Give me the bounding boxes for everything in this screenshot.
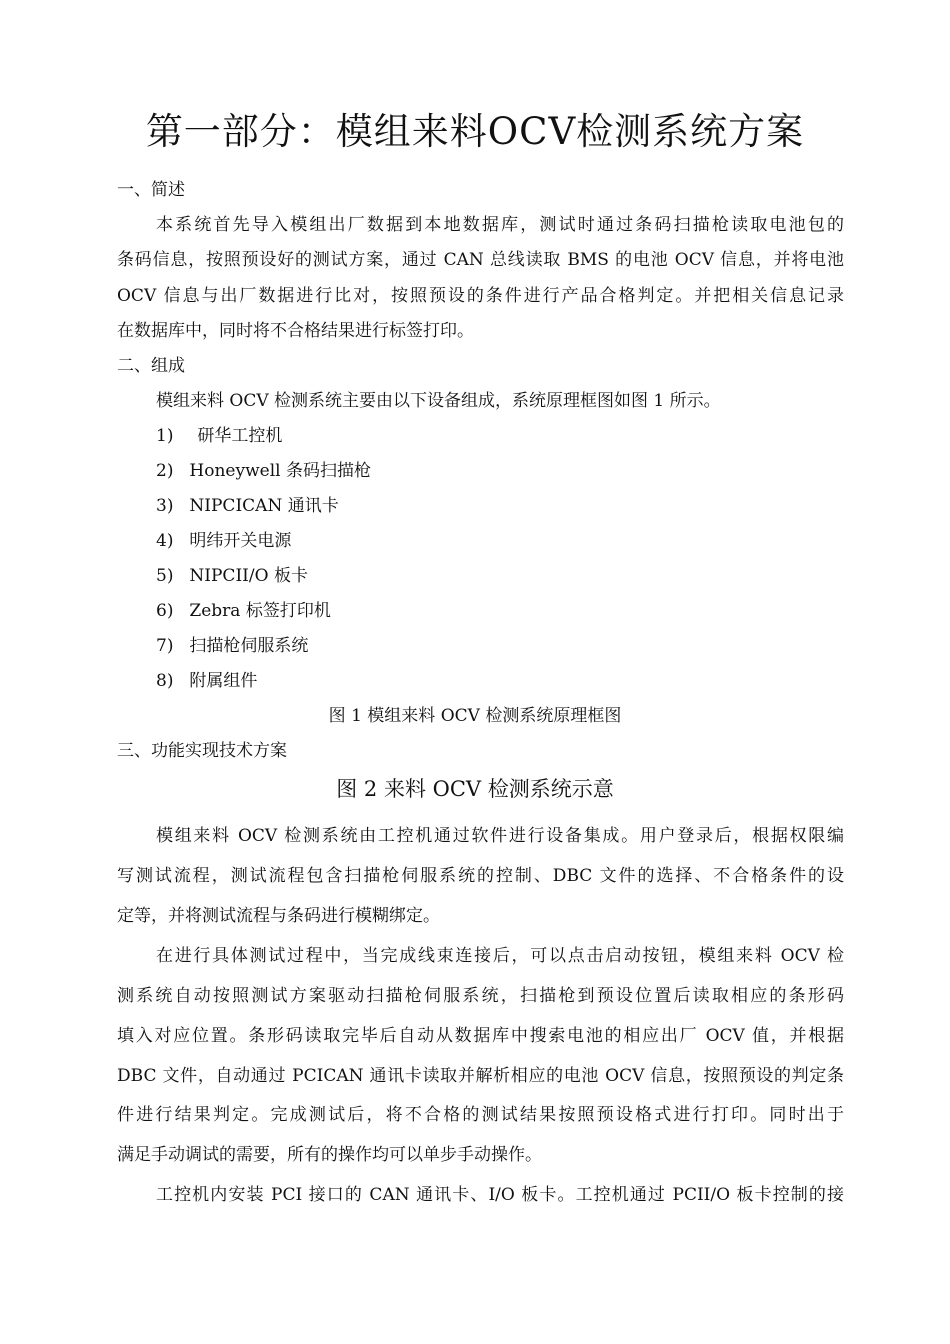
section-heading-composition: 二、组成 — [117, 356, 185, 376]
composition-intro: 模组来料 OCV 检测系统主要由以下设备组成，系统原理框图如图 1 所示。 — [156, 391, 721, 411]
list-item — [156, 494, 339, 518]
list-item-text: NIPCII/O 板卡 — [189, 566, 308, 586]
plan-para1-line-2: 写测试流程，测试流程包含扫描枪伺服系统的控制、DBC 文件的选择、不合格条件的设 — [117, 866, 844, 886]
plan-para2-line-3: 填入对应位置。条形码读取完毕后自动从数据库中搜索电池的相应出厂 OCV 值，并根据 — [117, 1026, 844, 1046]
list-item-text: Honeywell 条码扫描枪 — [189, 461, 371, 481]
list-item-number: 8) — [156, 671, 174, 691]
list-item — [156, 634, 308, 658]
list-item — [156, 564, 308, 588]
list-item-text: Zebra 标签打印机 — [189, 601, 331, 621]
section-heading-overview: 一、简述 — [117, 180, 185, 200]
list-item-number: 2) — [156, 461, 174, 481]
list-item-number: 1) — [156, 426, 174, 446]
list-item — [156, 529, 291, 553]
list-item-number: 7) — [156, 636, 174, 656]
plan-para3-line-1: 工控机内安装 PCI 接口的 CAN 通讯卡、I/O 板卡。工控机通过 PCII/O 板卡控制的接 — [156, 1185, 844, 1205]
list-item — [156, 599, 331, 623]
figure-1-caption: 图 1 模组来料 OCV 检测系统原理框图 — [328, 706, 622, 726]
overview-line-3: OCV 信息与出厂数据进行比对，按照预设的条件进行产品合格判定。并把相关信息记录 — [117, 286, 844, 306]
list-item-text: 研华工控机 — [197, 426, 283, 446]
plan-para2-line-4: DBC 文件，自动通过 PCICAN 通讯卡读取并解析相应的电池 OCV 信息，按照预设的判定条 — [117, 1066, 844, 1086]
list-item-number: 4) — [156, 531, 174, 551]
overview-line-1: 本系统首先导入模组出厂数据到本地数据库，测试时通过条码扫描枪读取电池包的 — [156, 215, 844, 235]
list-item — [156, 424, 282, 448]
plan-para2-line-6: 满足手动调试的需要，所有的操作均可以单步手动操作。 — [117, 1145, 542, 1165]
plan-para2-line-1: 在进行具体测试过程中，当完成线束连接后，可以点击启动按钮，模组来料 OCV 检 — [156, 946, 844, 966]
list-item-number: 6) — [156, 601, 174, 621]
plan-para2-line-5: 件进行结果判定。完成测试后，将不合格的测试结果按照预设格式进行打印。同时出于 — [117, 1105, 844, 1125]
list-item-text: 扫描枪伺服系统 — [189, 636, 309, 656]
overview-line-4: 在数据库中，同时将不合格结果进行标签打印。 — [117, 321, 474, 341]
section-heading-technical-plan: 三、功能实现技术方案 — [117, 741, 287, 761]
list-item-number: 3) — [156, 496, 174, 516]
overview-line-2: 条码信息，按照预设好的测试方案，通过 CAN 总线读取 BMS 的电池 OCV 信息，并将电池 — [117, 250, 844, 270]
plan-para2-line-2: 测系统自动按照测试方案驱动扫描枪伺服系统，扫描枪到预设位置后读取相应的条形码 — [117, 986, 844, 1006]
list-item-text: 附属组件 — [189, 671, 258, 691]
list-item-text: 明纬开关电源 — [189, 531, 292, 551]
list-item-text: NIPCICAN 通讯卡 — [189, 496, 339, 516]
list-item-number: 5) — [156, 566, 174, 586]
list-item — [156, 459, 371, 483]
plan-para1-line-3: 定等，并将测试流程与条码进行模糊绑定。 — [117, 906, 440, 926]
plan-para1-line-1: 模组来料 OCV 检测系统由工控机通过软件进行设备集成。用户登录后，根据权限编 — [156, 826, 844, 846]
page-title: 第一部分：模组来料OCV检测系统方案 — [145, 110, 805, 153]
figure-2-caption: 图 2 来料 OCV 检测系统示意 — [336, 777, 614, 801]
list-item — [156, 669, 257, 693]
